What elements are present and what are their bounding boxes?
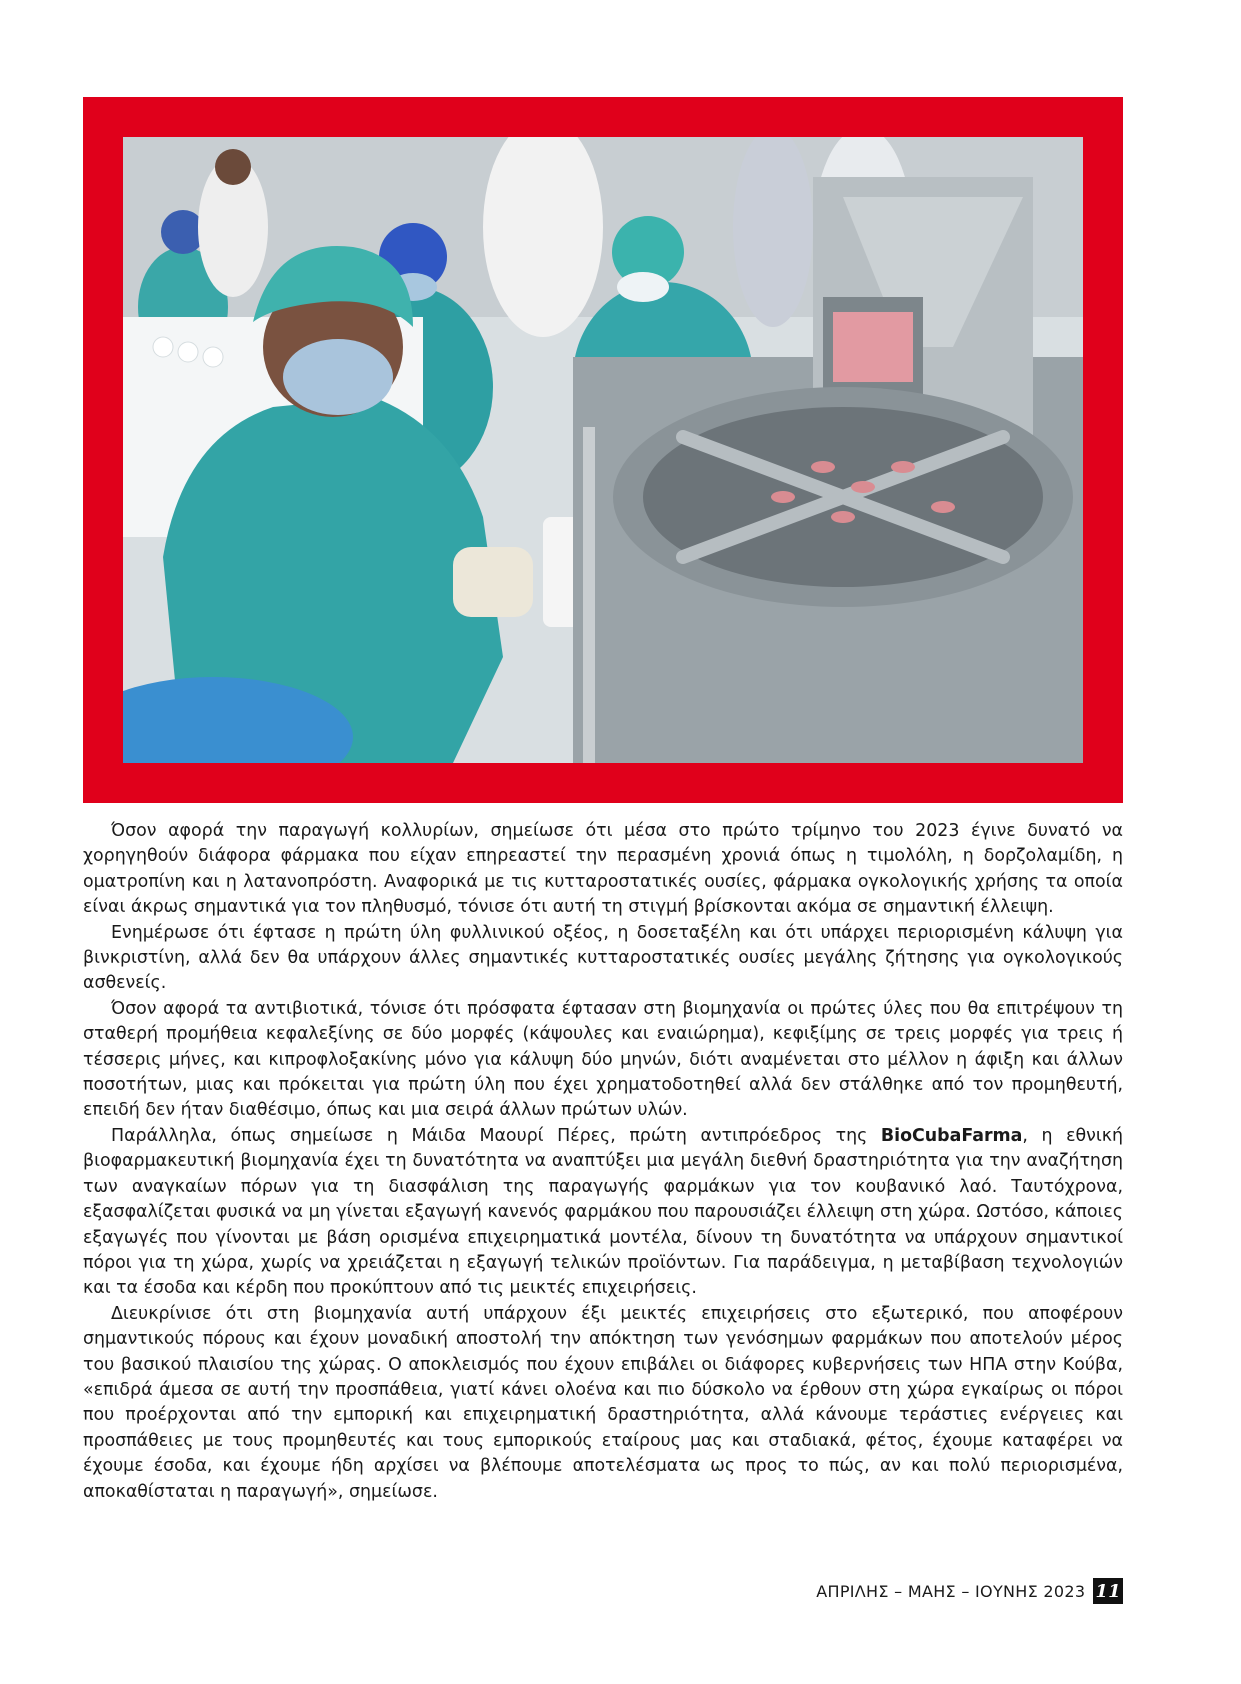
article-paragraph xyxy=(83,1124,1123,1302)
article-paragraph: Ενημέρωσε ότι έφτασε η πρώτη ύλη φυλλινικού οξέος, η δοσεταξέλη και ότι υπάρχει περιορισμένη κάλυψη για βινκριστίνη, αλλά δεν θα υπάρχουν άλλες σημαντικές κυτταροστατικές ουσίες μεγάλης ζήτησης για ογκολογικούς ασθενείς. xyxy=(83,922,1123,994)
photo-frame xyxy=(83,97,1123,803)
page-footer xyxy=(816,1578,1123,1604)
issue-date: ΑΠΡΙΛΗΣ – ΜΑΗΣ – ΙΟΥΝΗΣ 2023 xyxy=(816,1581,1086,1601)
brand-name: BioCubaFarma xyxy=(880,1125,1023,1146)
paragraph-text: Παράλληλα, όπως σημείωσε η Μάιδα Μαουρί Πέρες, πρώτη αντιπρόεδρος της xyxy=(111,1125,881,1146)
pharmaceutical-production-photo xyxy=(123,137,1083,763)
article-paragraph: Διευκρίνισε ότι στη βιομηχανία αυτή υπάρχουν έξι μεικτές επιχειρήσεις στο εξωτερικό, που αποφέρουν σημαντικούς πόρους και έχουν μοναδική αποστολή την απόκτηση των γενόσημων φαρμάκων που αποτελούν μέρος του βασικού πλαισίου της χώρας. Ο αποκλεισμός που έχουν επιβάλει οι διάφορες κυβερνήσεις των ΗΠΑ στην Κούβα, «επιδρά άμεσα σε αυτή την προσπάθεια, γιατί κάνει ολοένα και πιο δύσκολο να έρθουν στη χώρα εγκαίρως οι πόροι που προέρχονται από την εμπορική και επιχειρηματική δραστηριότητα, αλλά κάνουμε τεράστιες ενέργειες και προσπάθειες με τους προμηθευτές και τους εμπορικούς εταίρους μας και σταδιακά, φέτος, έχουμε καταφέρει να έχουμε έσοδα, και έχουμε ήδη αρχίσει να βλέπουμε αποτελέσματα ως προς το πώς, αν και πολύ περιορισμένα, αποκαθίσταται η παραγωγή», σημείωσε. xyxy=(83,1303,1123,1502)
article-body xyxy=(83,819,1123,1505)
page-number: 11 xyxy=(1093,1578,1123,1604)
article-paragraph: Όσον αφορά τα αντιβιοτικά, τόνισε ότι πρόσφατα έφτασαν στη βιομηχανία οι πρώτες ύλες που θα επιτρέψουν τη σταθερή προμήθεια κεφαλεξίνης σε δύο μορφές (κάψουλες και εναιώρημα), κεφιξίμης σε τρεις μορφές για τρεις ή τέσσερις μήνες, και κιπροφλοξακίνης μόνο για κάλυψη δύο μηνών, διότι αναμένεται στο μέλλον η άφιξη και άλλων ποσοτήτων, μιας και πρόκειται για πρώτη ύλη που έχει χρηματοδοτηθεί αλλά δεν στάλθηκε από τον προμηθευτή, επειδή δεν ήταν διαθέσιμο, όπως και μια σειρά άλλων πρώτων υλών. xyxy=(83,998,1123,1121)
article-paragraph: Όσον αφορά την παραγωγή κολλυρίων, σημείωσε ότι μέσα στο πρώτο τρίμηνο του 2023 έγινε δυνατό να χορηγηθούν διάφορα φάρμακα που είχαν επηρεαστεί την περασμένη χρονιά όπως η τιμολόλη, η δορζολαμίδη, η οματροπίνη και η λατανοπρόστη. Αναφορικά με τις κυτταροστατικές ουσίες, φάρμακα ογκολογικής χρήσης τα οποία είναι άκρως σημαντικά για τον πληθυσμό, τόνισε ότι αυτή τη στιγμή βρίσκονται ακόμα σε σημαντική έλλειψη. xyxy=(83,821,1123,918)
paragraph-text: , η εθνική βιοφαρμακευτική βιομηχανία έχει τη δυνατότητα να αναπτύξει μια μεγάλη διεθνή δραστηριότητα για την αναζήτηση των αναγκαίων πόρων για τη διασφάλιση της παραγωγής φαρμάκων για τον κουβανικό λαό. Ταυτόχρονα, εξασφαλίζεται φυσικά να μη γίνεται εξαγωγή κανενός φαρμάκου που παρουσιάζει έλλειψη στη χώρα. Ωστόσο, κάποιες εξαγωγές που γίνονται με βάση ορισμένα επιχειρηματικά μοντέλα, δίνουν τη δυνατότητα να υπάρχουν σημαντικοί πόροι για τη χώρα, χωρίς να χρειάζεται η εξαγωγή τελικών προϊόντων. Για παράδειγμα, η μεταβίβαση τεχνολογιών και τα έσοδα και κέρδη που προκύπτουν από τις μεικτές επιχειρήσεις. xyxy=(83,1125,1123,1299)
